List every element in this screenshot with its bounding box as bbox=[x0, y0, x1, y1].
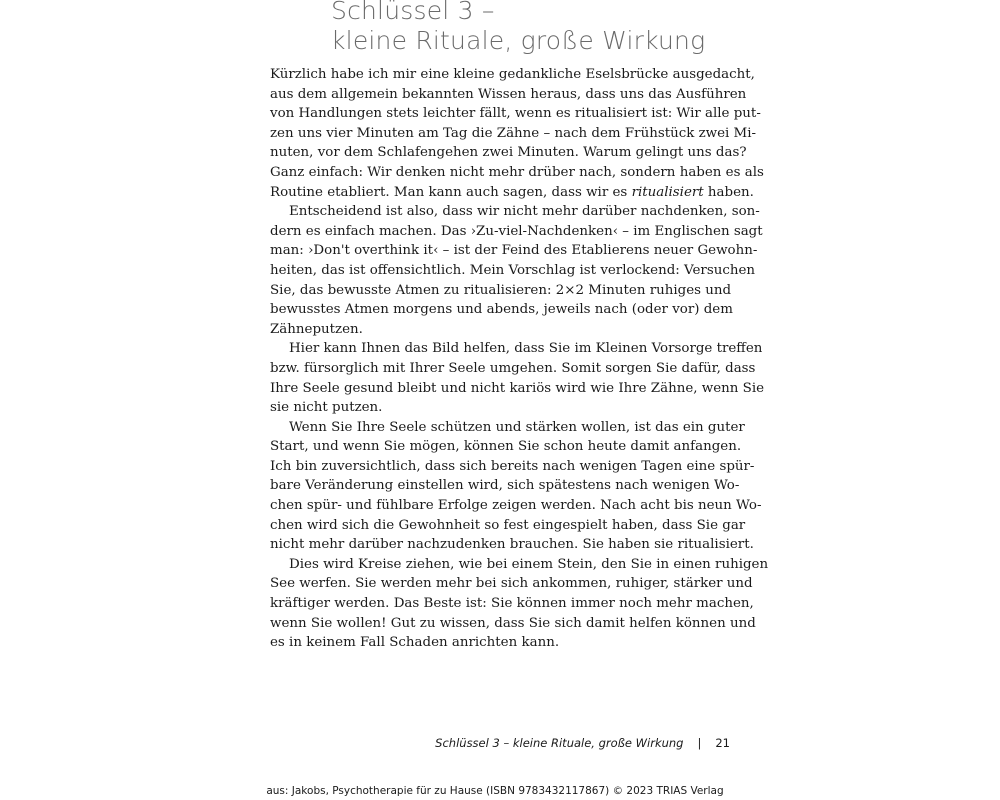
text-line: Dies wird Kreise ziehen, wie bei einem Stein, den Sie in einen ruhigen bbox=[289, 556, 769, 572]
body-text bbox=[270, 65, 769, 653]
text-line: aus dem allgemein bekannten Wissen heraus, dass uns das Ausführen bbox=[270, 86, 747, 102]
text-line: Kürzlich habe ich mir eine kleine gedankliche Eselsbrücke ausgedacht, bbox=[270, 67, 755, 82]
text-line: Ich bin zuversichtlich, dass sich bereits nach wenigen Tagen eine spür- bbox=[270, 458, 755, 474]
text-line: nuten, vor dem Schlafengehen zwei Minuten. Warum gelingt uns das? bbox=[270, 145, 747, 161]
text-line: Hier kann Ihnen das Bild helfen, dass Sie im Kleinen Vorsorge treffen bbox=[289, 341, 763, 357]
paragraph bbox=[270, 555, 769, 653]
text-line: bzw. fürsorglich mit Ihrer Seele umgehen. Somit sorgen Sie dafür, dass bbox=[270, 360, 756, 376]
text-run: Routine etabliert. Man kann auch sagen, dass wir es bbox=[270, 184, 632, 200]
text-line: Wenn Sie Ihre Seele schützen und stärken wollen, ist das ein guter bbox=[289, 419, 745, 435]
running-title: Schlüssel 3 – kleine Rituale, große Wirkung bbox=[435, 736, 684, 750]
text-line: bare Veränderung einstellen wird, sich spätestens nach wenigen Wo- bbox=[270, 478, 740, 494]
text-line: Ihre Seele gesund bleibt und nicht kariös wird wie Ihre Zähne, wenn Sie bbox=[270, 380, 765, 396]
source-credit: aus: Jakobs, Psychotherapie für zu Hause (ISBN 9783432117867) © 2023 TRIAS Verlag bbox=[266, 785, 724, 797]
text-line: von Handlungen stets leichter fällt, wenn es ritualisiert ist: Wir alle put- bbox=[270, 106, 761, 122]
paragraph bbox=[270, 339, 765, 417]
paragraph bbox=[270, 65, 764, 202]
text-line: wenn Sie wollen! Gut zu wissen, dass Sie sich damit helfen können und bbox=[270, 615, 756, 631]
footer-separator: | bbox=[697, 736, 702, 750]
emphasis: ritualisiert bbox=[631, 184, 704, 200]
text-line: Zähneputzen. bbox=[270, 321, 363, 337]
page-number: 21 bbox=[715, 736, 730, 750]
text-line: Ganz einfach: Wir denken nicht mehr drüber nach, sondern haben es als bbox=[270, 164, 764, 180]
chapter-title bbox=[331, 0, 751, 56]
text-line: sie nicht putzen. bbox=[270, 400, 383, 416]
text-line: heiten, das ist offensichtlich. Mein Vorschlag ist verlockend: Versuchen bbox=[270, 262, 755, 278]
text-line: Sie, das bewusste Atmen zu ritualisieren: 2×2 Minuten ruhiges und bbox=[270, 282, 732, 298]
paragraph bbox=[270, 202, 763, 339]
text-line: Start, und wenn Sie mögen, können Sie schon heute damit anfangen. bbox=[270, 439, 742, 455]
text-line: See werfen. Sie werden mehr bei sich ankommen, ruhiger, stärker und bbox=[270, 576, 753, 592]
chapter-title-line-1: Schlüssel 3 – bbox=[331, 0, 495, 25]
chapter-title-line-2: kleine Rituale, große Wirkung bbox=[331, 26, 706, 55]
text-line: dern es einfach machen. Das ›Zu-viel-Nachdenken‹ – im Englischen sagt bbox=[270, 223, 763, 239]
text-line: nicht mehr darüber nachzudenken brauchen. Sie haben sie ritualisiert. bbox=[270, 537, 754, 553]
text-line: bewusstes Atmen morgens und abends, jeweils nach (oder vor) dem bbox=[270, 302, 733, 318]
text-line: es in keinem Fall Schaden anrichten kann. bbox=[270, 635, 560, 651]
text-line: chen wird sich die Gewohnheit so fest eingespielt haben, dass Sie gar bbox=[270, 517, 746, 533]
text-line: man: ›Don't overthink it‹ – ist der Feind des Etablierens neuer Gewohn- bbox=[270, 243, 758, 259]
text-run: haben. bbox=[703, 184, 754, 200]
text-line bbox=[270, 183, 754, 203]
page-footer bbox=[400, 736, 730, 750]
text-line: zen uns vier Minuten am Tag die Zähne – nach dem Frühstück zwei Mi- bbox=[270, 125, 757, 141]
text-line: chen spür- und fühlbare Erfolge zeigen werden. Nach acht bis neun Wo- bbox=[270, 498, 762, 514]
text-line: kräftiger werden. Das Beste ist: Sie können immer noch mehr machen, bbox=[270, 596, 754, 612]
text-line: Entscheidend ist also, dass wir nicht mehr darüber nachdenken, son- bbox=[289, 204, 760, 220]
paragraph bbox=[270, 418, 762, 555]
